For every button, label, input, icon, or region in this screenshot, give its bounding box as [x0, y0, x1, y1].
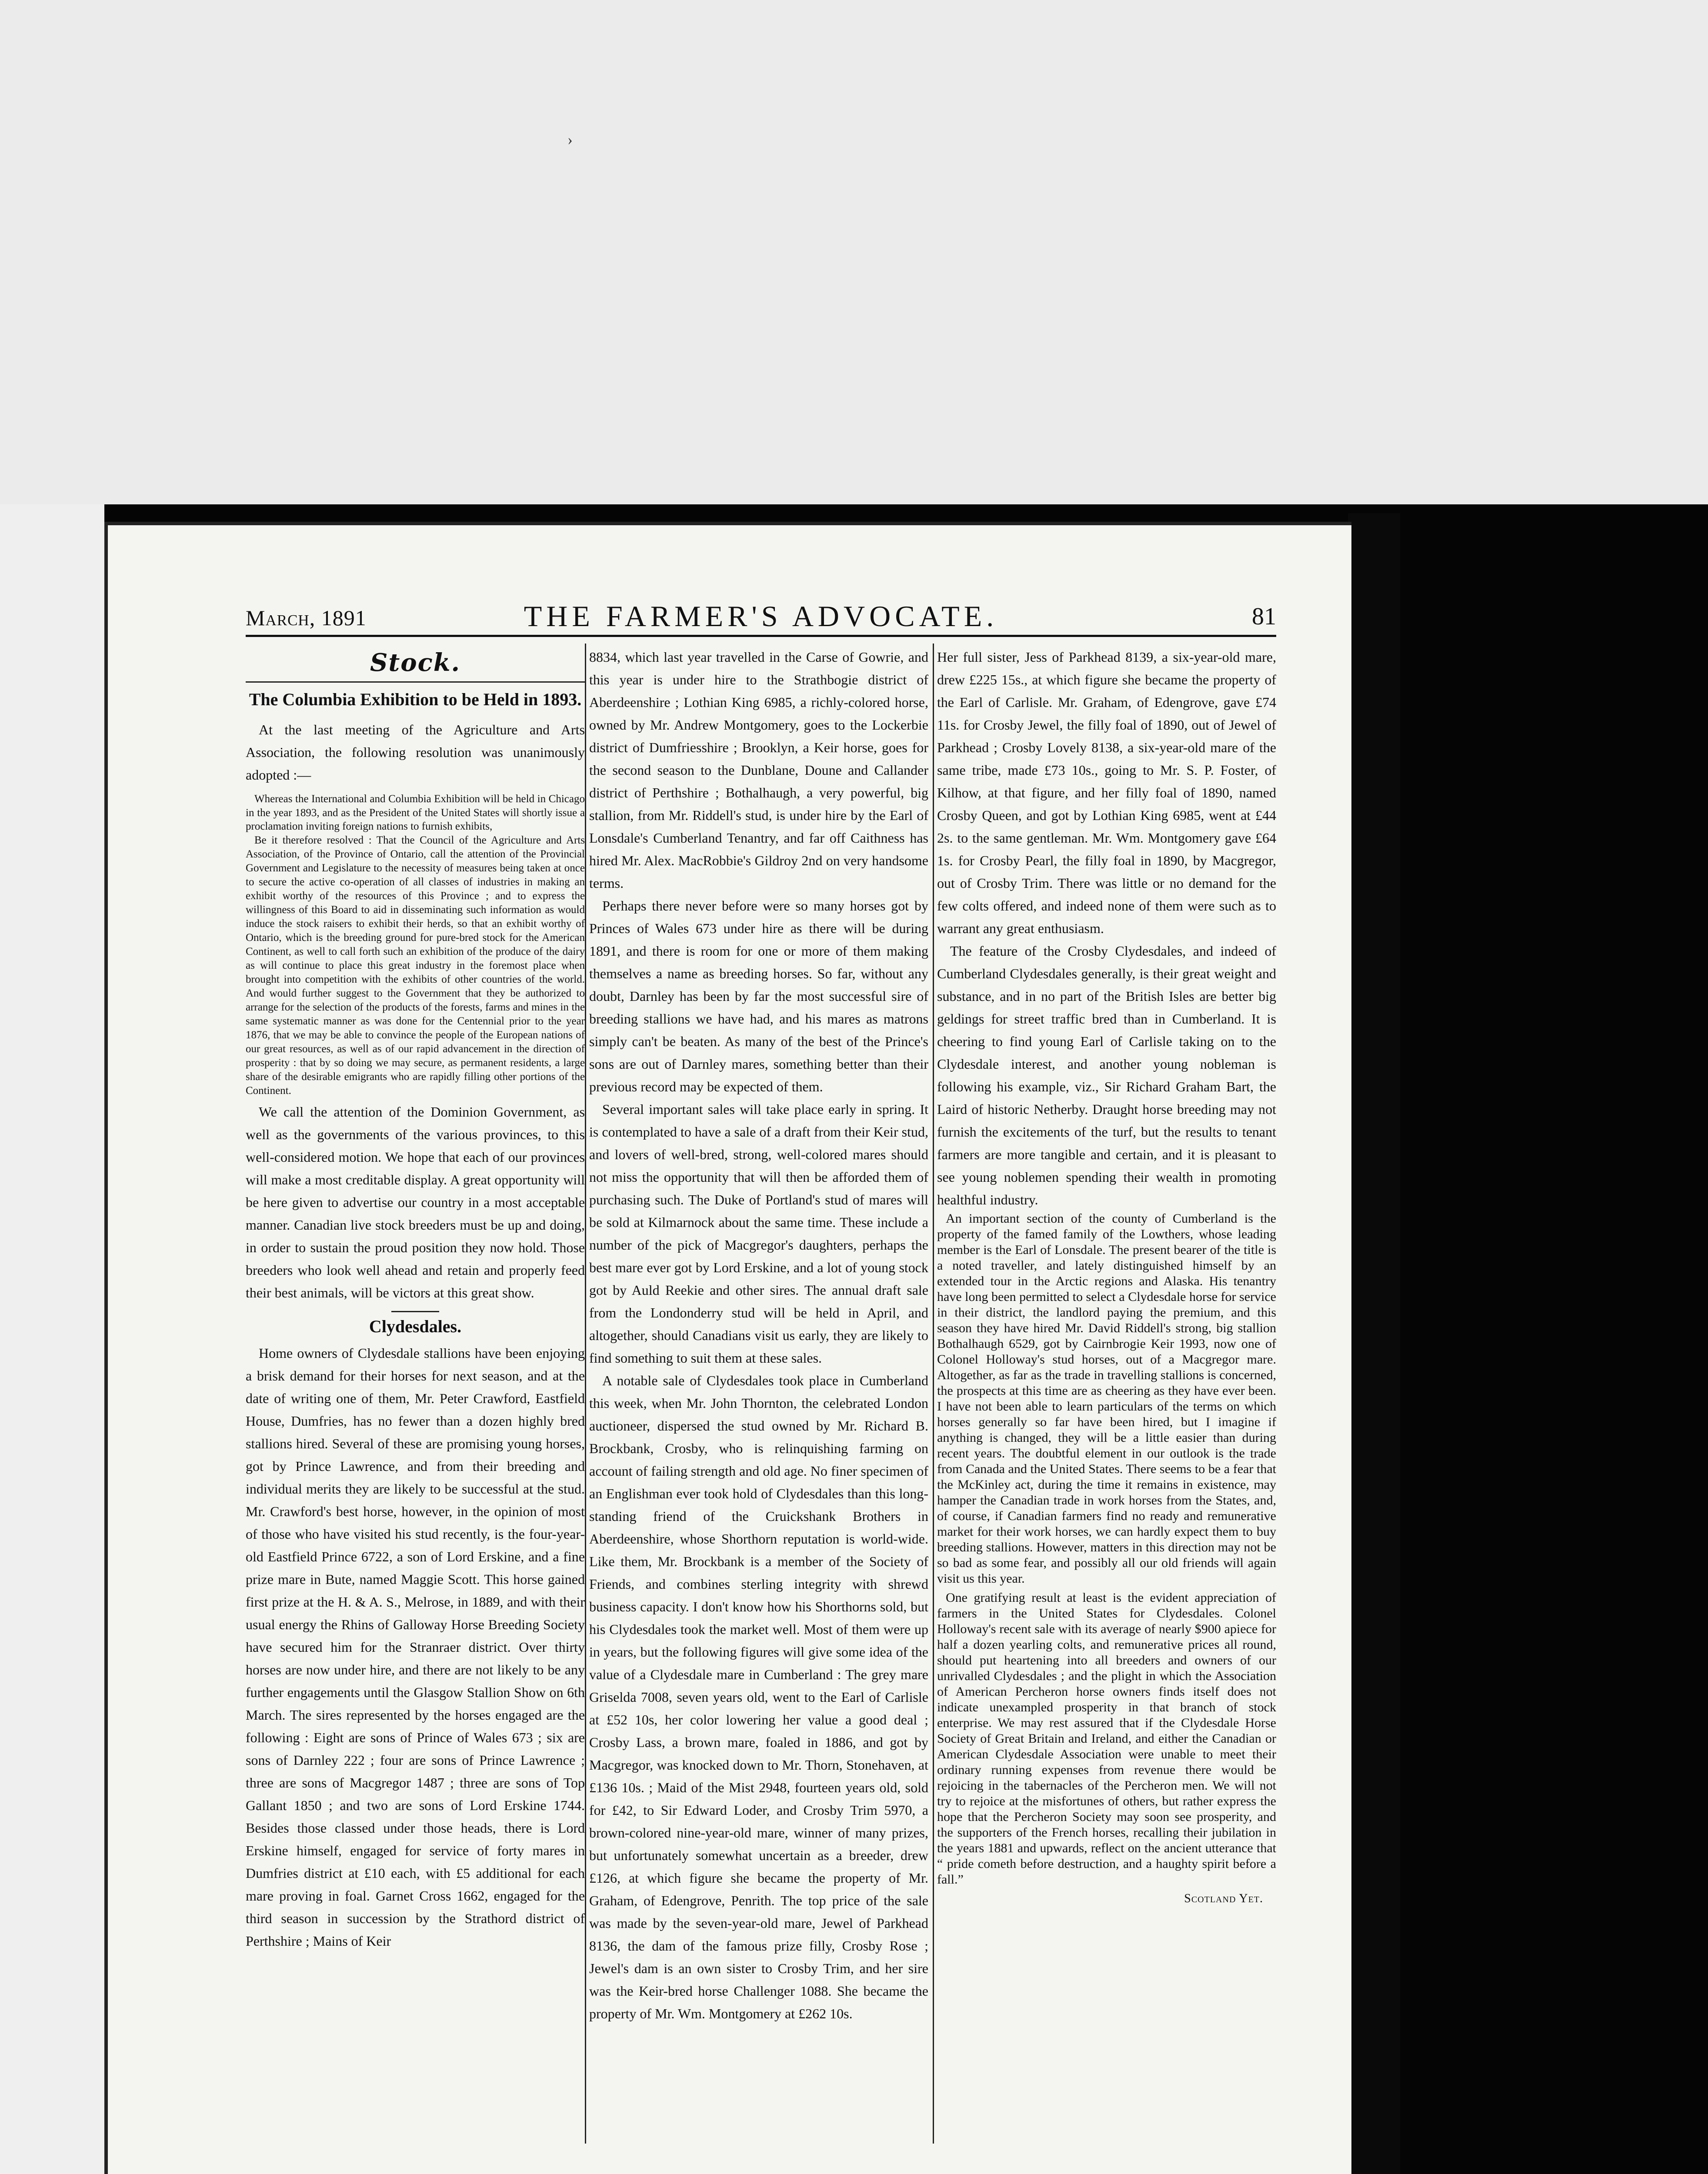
facing-page-edge: [0, 504, 104, 2174]
author-signature: Scotland Yet.: [1184, 1892, 1263, 1905]
column-rule: [933, 644, 934, 2144]
article-paragraph: Several important sales will take place early in spring. It is contemplated to have a sale of a draft from their Keir stud, and lovers of well-bred, strong, well-colored mares should not miss the opportunity that will then be afforded them of purchasing such. The Duke of Portland's stud of mares will be sold at Kilmarnock about the same time. These include a number of the pick of Macgregor's daughters, perhaps the best mare ever got by Lord Erskine, and a lot of young stock got by Auld Reekie and other sires. The annual draft sale from the Londonderry stud will be held in April, and altogether, should Canadians visit us early, they are likely to find something to suit them at these sales.: [589, 1101, 928, 1366]
article-paragraph: At the last meeting of the Agriculture and Arts Association, the following resolution was unanimously adopted :—: [246, 722, 585, 783]
resolution-text: Whereas the International and Columbia Exhibition will be held in Chicago in the year 1893, and as the President of the United States will shortly issue a proclamation inviting foreign nations to furnish exhibits,: [246, 793, 585, 832]
scan-speck: ›: [567, 131, 573, 148]
article-paragraph: A notable sale of Clydesdales took place in Cumberland this week, when Mr. John Thornton, the celebrated London auctioneer, dispersed the stud owned by Mr. Richard B. Brockbank, Crosby, who is relinquishing farming on account of failing strength and old age. No finer specimen of an Englishman ever took hold of Clydesdales than this long-standing friend of the Cruickshank Brothers in Aberdeenshire, whose Shorthorn reputation is world-wide. Like them, Mr. Brockbank is a member of the Society of Friends, and combines sterling integrity with shrewd business capacity. I don't know how his Shorthorns sold, but his Clydesdales took the market well. Most of them were up in years, but the following figures will give some idea of the value of a Clydesdale mare in Cumberland : The grey mare Griselda 7008, seven years old, went to the Earl of Carlisle at £52 10s, her color lowering her value a good deal ; Crosby Lass, a brown mare, foaled in 1886, and got by Macgregor, was knocked down to Mr. Thorn, Stonehaven, at £136 10s. ; Maid of the Mist 2948, fourteen years old, sold for £42, to Sir Edward Loder, and Crosby Trim 5970, a brown-colored nine-year-old mare, winner of many prizes, but unfortunately somewhat uncertain as a breeder, drew £126, at which figure she became the property of Mr. Graham, of Edengrove, Penrith. The top price of the sale was made by the seven-year-old mare, Jewel of Parkhead 8136, the dam of the famous prize filly, Crosby Rose ; Jewel's dam is an own sister to Crosby Trim, and her sire was the Keir-bred horse Challenger 1088. She became the property of Mr. Wm. Montgomery at £262 10s.: [589, 1373, 928, 2021]
section-rule: [246, 681, 585, 683]
column-rule: [585, 644, 586, 2144]
resolution-text: Be it therefore resolved : That the Council of the Agriculture and Arts Association, of the Province of Ontario, call the attention of the Provincial Government and Legislature to the necessity of measures being taken at once to secure the active co-operation of all classes of industries in making an exhibit worthy of the resources of this Province ; and to express the willingness of this Board to aid in disseminating such information as would induce the stock raisers to exhibit their herds, so that an exhibit worthy of Ontario, which is the breeding ground for pure-bred stock for the American Continent, as well to call forth such an exhibition of the produce of the dairy as will continue to place this great industry in the foremost place when brought into competition with the exhibits of other countries of the world. And would further suggest to the Government that they be authorized to arrange for the selection of the products of the forests, farms and mines in the same systematic manner as was done for the Centennial prior to the year 1876, that we may be able to convince the people of the European nations of our great resources, as well as of our rapid advancement in the direction of prosperity : that by so doing we may secure, as permanent residents, a large share of the desirable emigrants who are rapidly filling other portions of the Continent.: [246, 834, 585, 1097]
article-paragraph: One gratifying result at least is the evident appreciation of farmers in the United States for Clydesdales. Colonel Holloway's recent sale with its average of nearly $900 apiece for half a dozen yearling colts, and remunerative prices all round, should put heartening into all breeders and owners of our unrivalled Clydesdales ; and the plight in which the Association of American Percheron horse owners finds itself does not indicate unexampled prosperity in that branch of stock enterprise. We may rest assured that if the Clydesdale Horse Society of Great Britain and Ireland, and either the Canadian or American Clydesdale Association were unable to meet their ordinary running expenses from revenue there would be rejoicing in the tabernacles of the Percheron men. We will not try to rejoice at the misfortunes of others, but rather express the hope that the Percheron Society may soon see prosperity, and the supporters of the French horses, recalling their jubilation in the years 1881 and upwards, reflect on the ancient utterance that “ pride cometh before destruction, and a haughty spirit before a fall.”: [937, 1590, 1276, 1887]
issue-date: March, 1891: [246, 606, 367, 630]
page-number: 81: [1252, 603, 1276, 630]
article-paragraph: We call the attention of the Dominion Government, as well as the governments of the various provinces, to this well-considered motion. We hope that each of our provinces will make a most creditable display. A great opportunity will be here given to advertise our country in a most acceptable manner. Canadian live stock breeders must be up and doing, in order to sustain the proud position they now hold. Those breeders who look well ahead and retain and properly feed their best animals, will be victors at this great show.: [246, 1104, 585, 1300]
publication-title: THE FARMER'S ADVOCATE.: [524, 600, 998, 633]
article-paragraph: Perhaps there never before were so many horses got by Princes of Wales 673 under hire as there will be during 1891, and there is room for one or more of them making themselves a name as breeding horses. So far, without any doubt, Darnley has been by far the most successful sire of breeding stallions we have had, and his mares as matrons simply can't be beaten. As many of the best of the Prince's sons are out of Darnley mares, something better than their previous record may be expected of them.: [589, 898, 928, 1094]
section-heading: Stock.: [370, 648, 461, 677]
column-2: [589, 646, 928, 2141]
page-shadow: [1348, 513, 1400, 2174]
article-title: The Columbia Exhibition to be Held in 1893.: [249, 690, 582, 709]
column-3: [937, 646, 1276, 2141]
article-paragraph: The feature of the Crosby Clydesdales, and indeed of Cumberland Clydesdales generally, is their great weight and substance, and in no part of the British Isles are better big geldings for street traffic bred than in Cumberland. It is cheering to find young Earl of Carlisle taking on to the Clydesdale interest, and another young nobleman is following his example, viz., Sir Richard Graham Bart, the Laird of historic Netherby. Draught horse breeding may not furnish the excitements of the turf, but the results to tenant farmers are more tangible and certain, and it is pleasant to see young noblemen spending their wealth in promoting healthful industry.: [937, 943, 1276, 1207]
article-divider: [391, 1311, 439, 1312]
header-rule: [246, 635, 1276, 637]
article-paragraph: Her full sister, Jess of Parkhead 8139, a six-year-old mare, drew £225 15s., at which figure she became the property of the Earl of Carlisle. Mr. Graham, of Edengrove, gave £74 11s. for Crosby Jewel, the filly foal of 1890, out of Jewel of Parkhead ; Crosby Lovely 8138, a six-year-old mare of the same tribe, made £73 10s., going to Mr. S. P. Foster, of Kilhow, at that figure, and her filly foal of 1890, named Crosby Queen, and got by Lothian King 6985, went at £44 2s. to the same gentleman. Mr. Wm. Montgomery gave £64 1s. for Crosby Pearl, the filly foal in 1890, by Macgregor, out of Crosby Trim. There was little or no demand for the few colts offered, and indeed none of them were such as to warrant any great enthusiasm.: [937, 649, 1276, 936]
column-1: [246, 646, 585, 2141]
article-title: Clydesdales.: [369, 1316, 462, 1336]
article-paragraph: An important section of the county of Cumberland is the property of the famed family of the Lowthers, whose leading member is the Earl of Lonsdale. The present bearer of the title is a noted traveller, and lately distinguished himself by an extended tour in the Arctic regions and Alaska. His tenantry have long been permitted to select a Clydesdale horse for service in their district, the landlord paying the premium, and this season they have hired Mr. David Riddell's strong, big stallion Bothalhaugh 6529, got by Cairnbrogie Keir 1993, now one of Colonel Holloway's stud horses, out of a Macgregor mare. Altogether, as far as the trade in travelling stallions is concerned, the prospects at this time are as cheering as they have ever been. I have not been able to learn particulars of the terms on which horses generally so far have been hired, but I imagine if anything is changed, they will be a little easier than during recent years. The doubtful element in our outlook is the trade from Canada and the United States. There seems to be a fear that the McKinley act, during the time it remains in existence, may hamper the Canadian trade in work horses from the States, and, of course, if Canadian farmers find no ready and remunerative market for their work horses, we can hardly expect them to buy breeding stallions. However, matters in this direction may not be so bad as some fear, and possibly all our old friends will again visit us this year.: [937, 1211, 1276, 1586]
article-paragraph: 8834, which last year travelled in the Carse of Gowrie, and this year is under hire to the Strathbogie district of Aberdeenshire ; Lothian King 6985, a richly-colored horse, owned by Mr. Andrew Montgomery, goes to the Lockerbie district of Dumfriesshire ; Brooklyn, a Keir horse, goes for the second season to the Dunblane, Doune and Callander district of Perthshire ; Bothalhaugh, a very powerful, big stallion, from Mr. Riddell's stud, is under hire by the Earl of Lonsdale's Cumberland Tenantry, and far off Caithness has hired Mr. Alex. MacRobbie's Gildroy 2nd on very handsome terms.: [589, 649, 928, 891]
article-paragraph: Home owners of Clydesdale stallions have been enjoying a brisk demand for their horses for next season, and at the date of writing one of them, Mr. Peter Crawford, Eastfield House, Dumfries, has no fewer than a dozen highly bred stallions hired. Several of these are promising young horses, got by Prince Lawrence, and from their breeding and individual merits they are likely to be successful at the stud. Mr. Crawford's best horse, however, in the opinion of most of those who have visited his stud recently, is the four-year-old Eastfield Prince 6722, a son of Lord Erskine, and a fine prize mare in Bute, named Maggie Scott. This horse gained first prize at the H. & A. S., Melrose, in 1889, and with their usual energy the Rhins of Galloway Horse Breeding Society have secured him for the Stranraer district. Over thirty horses are now under hire, and there are not likely to be any further engagements until the Glasgow Stallion Show on 6th March. The sires represented by the horses engaged are the following : Eight are sons of Prince of Wales 673 ; six are sons of Darnley 222 ; four are sons of Prince Lawrence ; three are sons of Macgregor 1487 ; three are sons of Top Gallant 1850 ; and two are sons of Lord Erskine 1744. Besides those classed under those heads, there is Lord Erskine himself, engaged for service of forty mares in Dumfries district at £10 each, with £5 additional for each mare proving in foal. Garnet Cross 1662, engaged for the third season in succession by the Strathord district of Perthshire ; Mains of Keir: [246, 1345, 585, 1949]
scan-background: [0, 0, 1708, 504]
running-head: [246, 599, 1276, 633]
